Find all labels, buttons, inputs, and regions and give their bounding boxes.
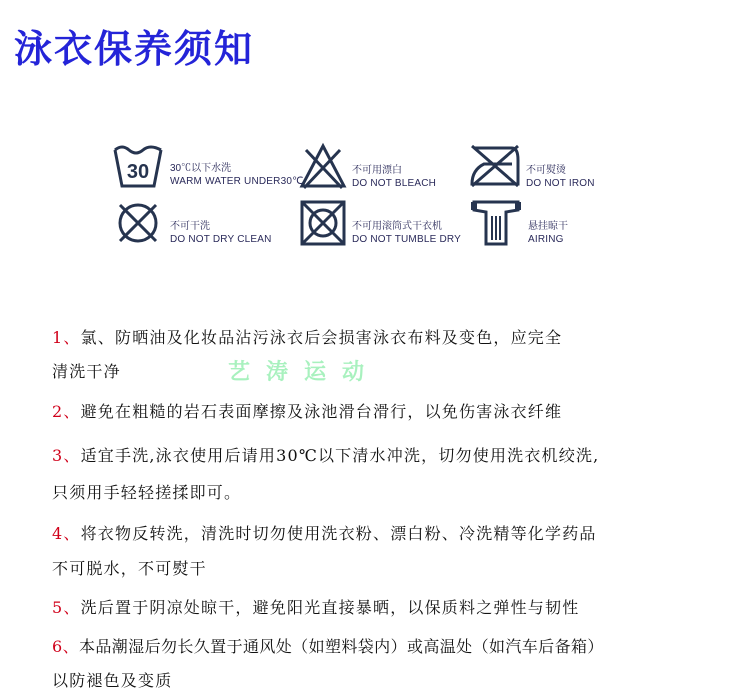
care-en-label: DO NOT TUMBLE DRY [352,234,461,245]
no-iron-icon [468,142,522,190]
care-cn-label: 30℃以下水洗 [170,163,232,174]
care-cn-label: 悬挂晾干 [528,221,568,232]
instruction-text: 适宜手洗,泳衣使用后请用30℃以下清水冲洗，切勿使用洗衣机绞洗, [80,446,600,465]
no-bleach-icon [298,142,348,190]
instruction-number: 3、 [52,446,81,465]
instruction-text: 洗后置于阴凉处晾干，避免阳光直接暴晒，以保质料之弹性与韧性 [80,598,580,617]
care-symbol-airing [470,198,620,250]
instruction-4-line-1 [52,521,597,544]
care-symbol-no-tumble-dry [298,198,478,250]
care-symbol-wash-30 [112,142,312,194]
instruction-text: 氯、防晒油及化妆品沾污泳衣后会损害泳衣布料及变色，应完全 [80,328,563,347]
page-title: 泳衣保养须知 [14,27,255,71]
care-en-label: DO NOT BLEACH [352,178,437,189]
instruction-text: 本品潮湿后勿长久置于通风处（如塑料袋内）或高温处（如汽车后备箱） [78,637,604,656]
instruction-number: 6、 [52,637,79,656]
care-cn-label: 不可干洗 [170,221,210,232]
care-en-label: DO NOT DRY CLEAN [170,234,272,245]
airing-icon [470,198,522,248]
care-symbol-no-bleach [298,142,468,194]
instruction-text: 将衣物反转洗，清洗时切勿使用洗衣粉、漂白粉、冷洗精等化学药品 [80,524,597,543]
instruction-3-line-1 [52,443,599,466]
instruction-number: 1、 [52,328,81,347]
instruction-number: 4、 [52,524,81,543]
instruction-4-line-2: 不可脱水，不可熨干 [52,559,207,578]
instruction-number: 5、 [52,598,81,617]
no-dry-clean-icon [114,198,164,248]
instruction-5-line-1 [52,595,579,618]
instruction-6-line-1 [52,634,604,657]
care-cn-label: 不可用滚筒式干衣机 [352,221,442,232]
care-en-label: WARM WATER UNDER30℃ [170,176,304,187]
instruction-1-line-2: 清洗干净 [52,362,121,381]
care-cn-label: 不可熨烫 [526,165,566,176]
care-en-label: AIRING [528,234,564,245]
wash-30-icon [112,142,164,190]
no-tumble-dry-icon [298,198,348,248]
instruction-3-line-2: 只须用手轻轻搓揉即可。 [52,483,242,502]
care-symbol-no-iron [468,142,628,194]
instruction-number: 2、 [52,402,81,421]
care-symbol-no-dry-clean [114,198,294,250]
instruction-text: 避免在粗糙的岩石表面摩擦及泳池滑台滑行，以免伤害泳衣纤维 [80,402,563,421]
wash-temperature-label: 30 [126,161,150,183]
instruction-1-line-1 [52,325,562,348]
instruction-2-line-1 [52,399,562,422]
care-en-label: DO NOT IRON [526,178,595,189]
instruction-6-line-2: 以防褪色及变质 [52,671,173,690]
watermark: 艺涛运动 [228,360,381,385]
care-cn-label: 不可用漂白 [352,165,402,176]
